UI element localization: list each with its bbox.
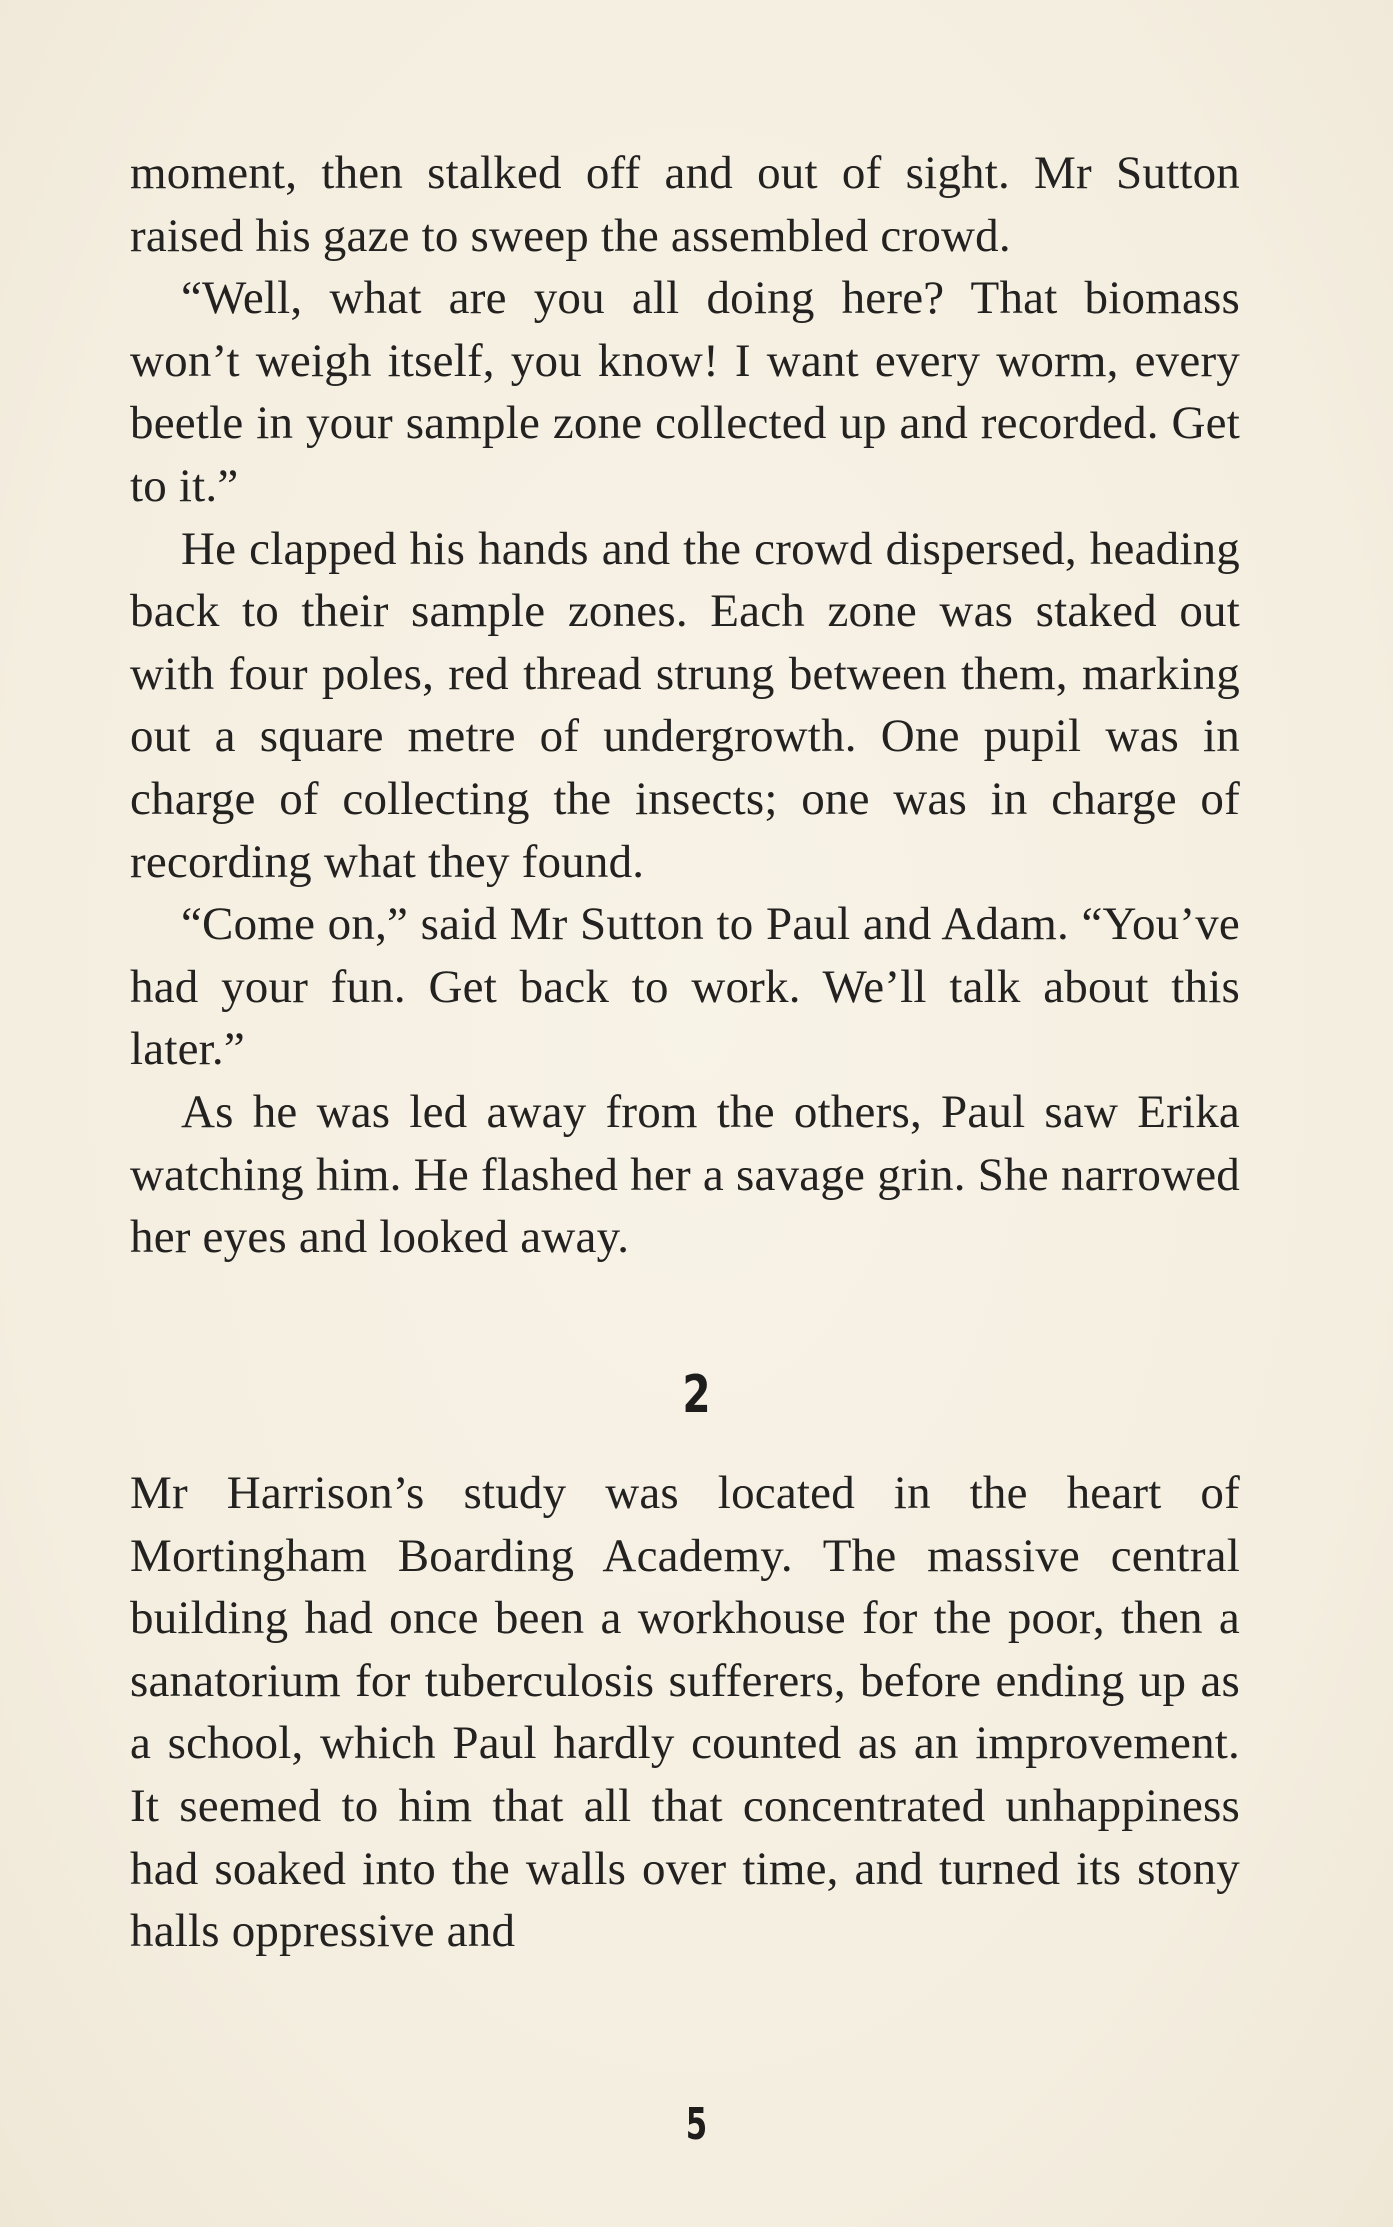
chapter-number: 2 bbox=[682, 1365, 711, 1425]
paragraph: “Come on,” said Mr Sutton to Paul and Adam. “You’ve had your fun. Get back to work. We’ll talk about this later.” bbox=[130, 898, 1240, 1076]
paragraph-continued: moment, then stalked off and out of sight. Mr Sutton raised his gaze to sweep the assembled crowd. bbox=[130, 147, 1240, 262]
paragraph: As he was led away from the others, Paul saw Erika watching him. He flashed her a savage grin. She narrowed her eyes and looked away. bbox=[130, 1085, 1240, 1264]
paragraph: He clapped his hands and the crowd dispersed, heading back to their sample zones. Each zone was staked out with four poles, red thread strung between them, marking out a square metre of undergrowth. One pupil was in charge of collecting the insects; one was in charge of recording what they found. bbox=[130, 522, 1240, 888]
paragraph: “Well, what are you all doing here? That biomass won’t weigh itself, you know! I want every worm, every beetle in your sample zone collected up and recorded. Get to it.” bbox=[130, 272, 1240, 512]
text-block-before-chapter bbox=[130, 142, 1240, 1269]
text-block-chapter-start bbox=[130, 1462, 1240, 1963]
page-number: 5 bbox=[685, 2099, 708, 2150]
chapter-opening-paragraph: Mr Harrison’s study was located in the heart of Mortingham Boarding Academy. The massive central building had once been a workhouse for the poor, then a sanatorium for tuberculosis sufferers, before ending up as a school, which Paul hardly counted as an improvement. It seemed to him that all that concentrated unhappiness had soaked into the walls over time, and turned its stony halls oppressive and bbox=[130, 1467, 1240, 1958]
